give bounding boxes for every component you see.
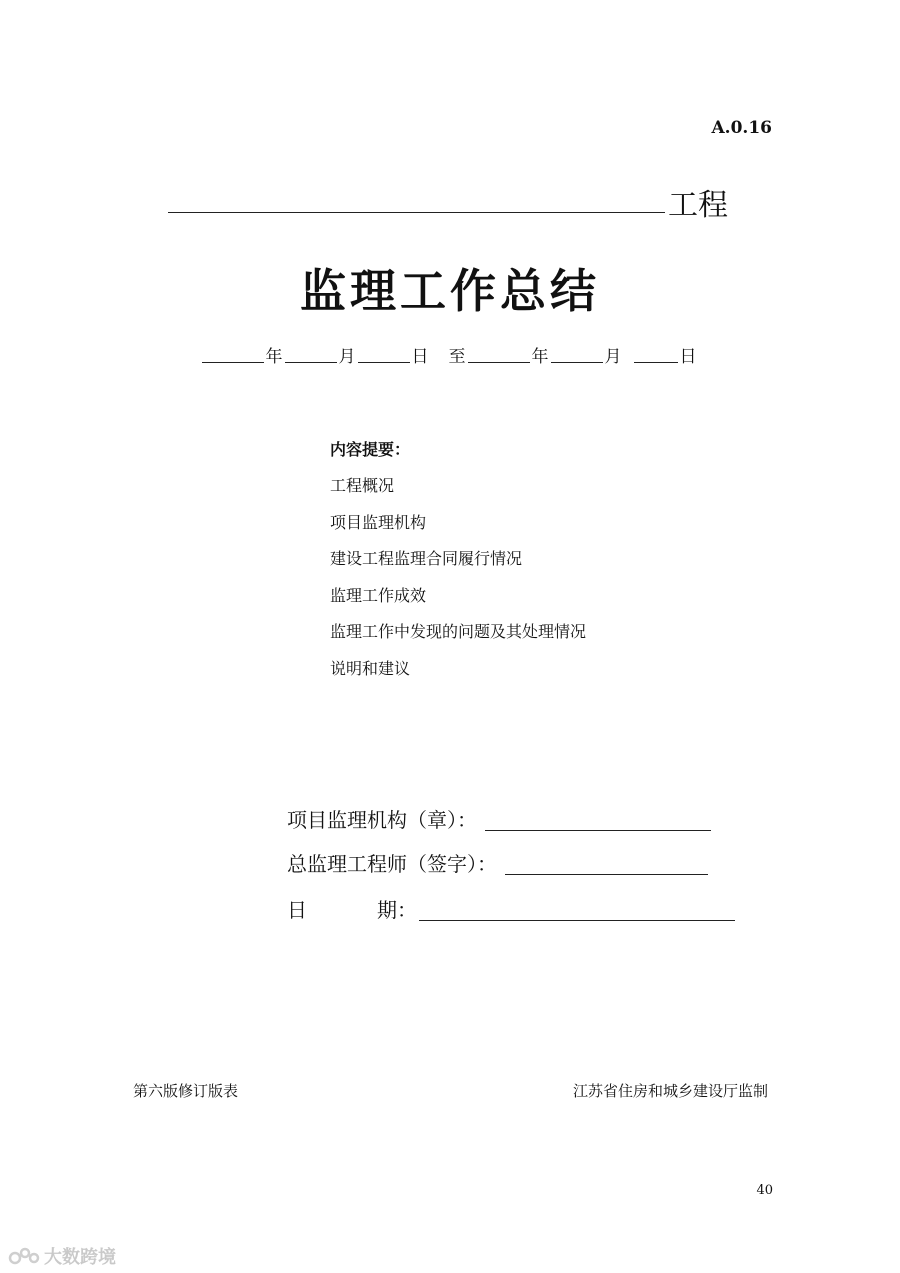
end-day-label: 日 <box>679 347 697 367</box>
contents-heading: 内容提要： <box>330 440 411 459</box>
end-year-label: 年 <box>531 347 549 367</box>
page-title: 监理工作总结 <box>300 264 600 318</box>
start-day-label: 日 <box>411 347 429 367</box>
footer-issuer: 江苏省住房和城乡建设厅监制 <box>572 1082 768 1100</box>
project-name-blank <box>168 212 665 213</box>
signature-date-row <box>287 894 735 923</box>
list-item: 工程概况 <box>330 476 395 495</box>
watermark-text: 大数跨境 <box>44 1247 116 1268</box>
start-year-label: 年 <box>265 347 283 367</box>
end-month-blank <box>551 362 603 363</box>
signature-org-blank <box>485 830 711 831</box>
signature-date-label-first: 日 <box>287 898 307 922</box>
list-item: 监理工作中发现的问题及其处理情况 <box>330 622 587 641</box>
project-suffix: 工程 <box>668 188 728 223</box>
signature-engineer-blank <box>505 874 708 875</box>
end-month-label: 月 <box>604 347 622 367</box>
signature-date-label-second: 期： <box>377 898 417 922</box>
end-year-blank <box>468 362 530 363</box>
footer-edition: 第六版修订版表 <box>133 1082 239 1100</box>
period-range <box>0 342 900 367</box>
list-item: 说明和建议 <box>330 658 411 678</box>
watermark-logo-icon <box>8 1245 40 1267</box>
signature-engineer-row <box>287 848 708 877</box>
form-number: A.0.16 <box>711 118 772 138</box>
signature-date-blank <box>419 920 735 921</box>
signature-engineer-label: 总监理工程师（签字）： <box>287 852 497 876</box>
start-month-blank <box>285 362 337 363</box>
list-item: 监理工作成效 <box>330 585 427 605</box>
watermark <box>8 1243 116 1269</box>
start-month-label: 月 <box>338 347 356 367</box>
start-year-blank <box>202 362 264 363</box>
list-item: 项目监理机构 <box>330 512 427 532</box>
page-number: 40 <box>756 1183 773 1198</box>
contents-summary <box>330 437 586 695</box>
end-day-blank <box>634 362 678 363</box>
period-to-label: 至 <box>448 347 466 367</box>
signature-org-row <box>287 804 711 833</box>
list-item: 建设工程监理合同履行情况 <box>330 549 523 568</box>
signature-org-label: 项目监理机构（章）： <box>287 808 477 832</box>
start-day-blank <box>358 362 410 363</box>
